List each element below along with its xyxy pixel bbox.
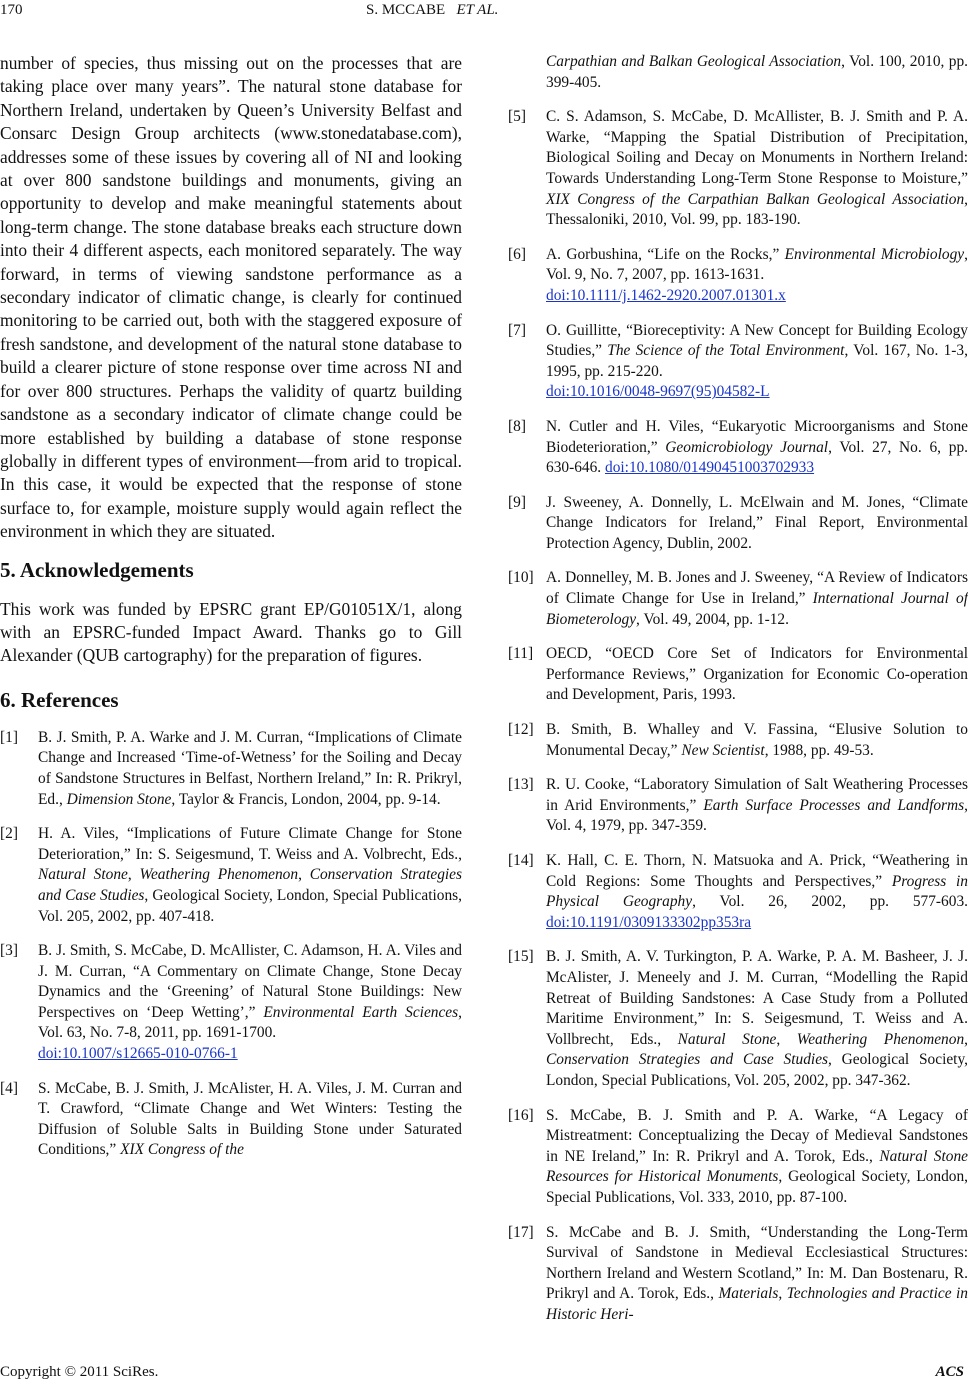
running-head-etal: ET AL. [456, 2, 499, 18]
reference-number: [7] [508, 321, 526, 339]
reference-source: International Journal of Biometerology [546, 590, 968, 628]
reference-text: , [127, 866, 140, 884]
reference-5 [508, 107, 968, 231]
reference-source: Environmental Earth Sciences [263, 1003, 459, 1021]
reference-number: [12] [508, 721, 534, 739]
doi-link[interactable]: doi:10.1111/j.1462-2920.2007.01301.x [546, 286, 786, 304]
reference-number: [5] [508, 108, 526, 126]
reference-text: , Thessaloniki, 2010, Vol. 99, pp. 183-190. [546, 190, 968, 229]
reference-text: , [778, 1285, 787, 1303]
acknowledgements-text: This work was funded by EPSRC grant EP/G01051X/1, along with an EPSRC-funded Impact Award. Thanks go to Gill Alexander (QUB cartography) for the preparation of figures. [0, 598, 462, 666]
reference-13 [508, 775, 968, 837]
reference-text: , Vol. 26, 2002, pp. 577-603. [692, 893, 968, 911]
reference-11 [508, 644, 968, 706]
reference-text: , Geological Society, London, Special Publications, Vol. 205, 2002, pp. 407-418. [38, 886, 462, 925]
reference-number: [10] [508, 569, 534, 587]
left-column [0, 52, 462, 1175]
reference-7 [508, 321, 968, 403]
reference-source: Progress in Physical Geography [546, 872, 968, 911]
reference-8 [508, 417, 968, 479]
reference-text: B. J. Smith, A. V. Turkington, P. A. Warke, P. A. M. Basheer, J. J. McAlister, J. Meneely and J. M. Curran, “Modelling the Rapid Retreat of Building Sandstones: A Case Study from a Polluted Maritime Environment,” In: S. Seigesmund, T. Weiss and A. Vollbrecht, Eds., [546, 948, 968, 1048]
reference-source: Geomicrobiology Journal [665, 438, 829, 456]
reference-source: Carpathian and Balkan Geological Association [546, 53, 842, 70]
reference-4 [0, 1079, 462, 1161]
doi-link[interactable]: doi:10.1080/01490451003702933 [605, 459, 815, 477]
reference-source: New Scientist [681, 741, 765, 759]
reference-text: J. Sweeney, A. Donnelly, L. McElwain and M. Jones, “Climate Change Indicators for Ireland,” Final Report, Environmental Protection Agency, Dublin, 2002. [546, 493, 968, 552]
reference-text: O. Guillitte, “Bioreceptivity: A New Concept for Building Ecology Studies,” [546, 321, 968, 360]
reference-text: , Vol. 63, No. 7-8, 2011, pp. 1691-1700. [38, 1003, 462, 1042]
reference-source: Conservation Strategies and Case Studies [38, 866, 463, 904]
reference-12 [508, 720, 968, 761]
running-head [366, 2, 498, 19]
reference-text: , [964, 1030, 968, 1048]
reference-source: Technologies and Practice in Historic Heri- [546, 1285, 968, 1323]
reference-text: , Geological Society, London, Special Publications, Vol. 333, 2010, pp. 87-100. [546, 1168, 968, 1206]
reference-number: [16] [508, 1106, 534, 1124]
reference-text: , Vol. 100, 2010, pp. 399-405. [546, 53, 968, 91]
reference-source: Dimension Stone [66, 790, 172, 808]
reference-source: Natural Stone Resources for Historical Monuments [546, 1147, 968, 1186]
reference-number: [11] [508, 645, 534, 663]
reference-number: [3] [0, 942, 18, 960]
reference-number: [6] [508, 245, 526, 263]
reference-number: [2] [0, 825, 18, 843]
references-heading: 6. References [0, 687, 119, 712]
reference-9 [508, 493, 968, 555]
reference-source: Conservation Strategies and Case Studies [546, 1051, 829, 1069]
reference-text: B. J. Smith, S. McCabe, D. McAllister, C. Adamson, H. A. Viles and J. M. Curran, “A Commentary on Climate Change, Stone Decay Dynamics and the ‘Greening’ of Natural Stone Buildings: New Perspectives on ‘Deep Wetting’,” [38, 942, 462, 1021]
reference-text: , Geological Society, London, Special Publications, Vol. 205, 2002, pp. 347-362. [546, 1051, 968, 1089]
reference-number: [14] [508, 852, 534, 869]
reference-number: [17] [508, 1223, 534, 1241]
reference-text: K. Hall, C. E. Thorn, N. Matsuoka and A. Prick, “Weathering in Cold Regions: Some Thoughts and Perspectives,” [546, 852, 968, 890]
reference-number: [4] [0, 1079, 18, 1097]
right-column [508, 52, 968, 1339]
reference-source: XIX Congress of the [120, 1141, 244, 1159]
reference-text: A. Donnelley, M. B. Jones and J. Sweeney, “A Review of Indicators of Climate Change for Use in Ireland,” [546, 569, 968, 608]
reference-source: Environmental Microbiology [784, 245, 965, 263]
reference-source: XIX Congress of the Carpathian Balkan Geological Association [546, 190, 965, 208]
reference-text: N. Cutler and H. Viles, “Eukaryotic Microorganisms and Stone Biodeterioration,” [546, 417, 968, 456]
acknowledgements-heading: 5. Acknowledgements [0, 557, 194, 582]
reference-number: [15] [508, 948, 534, 966]
reference-source: Natural Stone [677, 1030, 777, 1048]
reference-15 [508, 947, 968, 1091]
reference-number: [9] [508, 493, 526, 511]
reference-text: , Vol. 27, No. 6, pp. 630-646. [546, 438, 968, 477]
reference-number: [8] [508, 417, 526, 435]
reference-10 [508, 568, 968, 630]
reference-text: A. Gorbushina, “Life on the Rocks,” [546, 245, 785, 263]
page-header [0, 2, 968, 26]
copyright: Copyright © 2011 SciRes. [0, 1364, 159, 1380]
reference-4-continued [508, 52, 968, 93]
reference-text: S. McCabe and B. J. Smith, “Understanding the Long-Term Survival of Sandstone in Medieval Ecclesiastical Structures: Northern Ireland and Western Scotland,” In: M. Dan Bostenaru, R. Prikryl and A. Torok, Eds., [546, 1223, 968, 1303]
reference-text: , [776, 1030, 797, 1048]
reference-text: , Vol. 49, 2004, pp. 1-12. [636, 610, 789, 628]
reference-text: , Vol. 167, No. 1-3, 1995, pp. 215-220. [546, 342, 968, 380]
reference-text: , Vol. 4, 1979, pp. 347-359. [546, 796, 968, 835]
page-number: 170 [0, 2, 23, 18]
reference-text: , 1988, pp. 49-53. [764, 741, 874, 759]
reference-number: [1] [0, 728, 18, 746]
reference-2 [0, 824, 462, 927]
body-paragraph: number of species, thus missing out on the processes that are taking place over many years”. The natural stone database for Northern Ireland, undertaken by Queen’s University Belfast and Consarc Design Group architects (www.stonedatabase.com), addresses some of these issues by covering all of NI and looking at over 800 sandstone buildings and monuments, giving an opportunity to develop and make meaningful statements about long-term change. The stone database breaks each structure down into their 4 different aspects, each monitored separately. The way forward, in terms of viewing sandstone performance as a secondary indicator of climatic change, is clearly for continued monitoring to be carried out, both with the staggered exposure of fresh sandstone, and development of the natural stone database to build a clearer picture of stone response over time across NI and for over 800 structures. Perhaps the validity of quartz building sandstone as a secondary indicator of climate change could be more established by building a database of stone response globally in different types of environment―from arid to tropical. In this case, it would be expected that the response of stone surface to, for example, moisture supply would again reflect the environment in which they are situated. [0, 53, 462, 542]
journal-abbrev: ACS [935, 1364, 964, 1380]
reference-17 [508, 1223, 968, 1326]
reference-text: B. Smith, B. Whalley and V. Fassina, “Elusive Solution to Monumental Decay,” [546, 721, 968, 759]
reference-text: OECD, “OECD Core Set of Indicators for Environmental Performance Reviews,” Organization for Economic Co-operation and Development, Paris, 1993. [546, 645, 968, 704]
reference-number: [13] [508, 776, 534, 794]
reference-text: R. U. Cooke, “Laboratory Simulation of Salt Weathering Processes in Arid Environments,” [546, 776, 968, 814]
page-footer [0, 1364, 968, 1384]
reference-text: H. A. Viles, “Implications of Future Climate Change for Stone Deterioration,” In: S. Seigesmund, T. Weiss and A. Volbrecht, Eds., [38, 825, 462, 863]
reference-source: Earth Surface Processes and Landforms [703, 796, 965, 814]
reference-text: B. J. Smith, P. A. Warke and J. M. Curran, “Implications of Climate Change and Increased ‘Time-of-Wetness’ for the Soiling and Decay of Sandstone Structures in Belfast, Northern Ireland,” In: R. Prikryl, Ed., [38, 728, 462, 808]
reference-14 [508, 851, 968, 933]
reference-text: C. S. Adamson, S. McCabe, D. McAllister, B. J. Smith and P. A. Warke, “Mapping the Spatial Distribution of Precipitation, Biological Soiling and Decay on Monuments in Northern Ireland: Towards Understanding Long-Term Stone Response to Moisture,” [546, 108, 968, 187]
reference-source: The Science of the Total Environment [607, 342, 845, 360]
reference-source: Materials [718, 1285, 779, 1303]
running-head-author: S. MCCABE [366, 2, 446, 18]
doi-link[interactable]: doi:10.1007/s12665-010-0766-1 [38, 1045, 238, 1063]
doi-link[interactable]: doi:10.1191/0309133302pp353ra [546, 913, 752, 931]
reference-text: , Vol. 9, No. 7, 2007, pp. 1613-1631. [546, 245, 968, 284]
reference-source: Weathering Phenomenon [796, 1030, 965, 1048]
reference-text: , Taylor & Francis, London, 2004, pp. 9-14. [171, 790, 441, 808]
reference-6 [508, 245, 968, 307]
reference-source: Weathering Phenomenon [139, 866, 299, 884]
reference-3 [0, 941, 462, 1065]
reference-source: Natural Stone [38, 866, 128, 884]
reference-text: , [298, 866, 310, 884]
reference-16 [508, 1106, 968, 1209]
doi-link[interactable]: doi:10.1016/0048-9697(95)04582-L [546, 383, 770, 401]
reference-text: S. McCabe, B. J. Smith and P. A. Warke, “A Legacy of Mistreatment: Conceptualizing the Decay of Medieval Sandstones in NE Ireland,” In: R. Prikryl and A. Torok, Eds., [546, 1106, 968, 1165]
reference-1 [0, 728, 462, 810]
reference-text: S. McCabe, B. J. Smith, J. McAlister, H. A. Viles, J. M. Curran and T. Crawford, “Climate Change and Wet Winters: Testing the Diffusion of Soluble Salts in Building Stone under Saturated Conditions,” [38, 1079, 462, 1159]
